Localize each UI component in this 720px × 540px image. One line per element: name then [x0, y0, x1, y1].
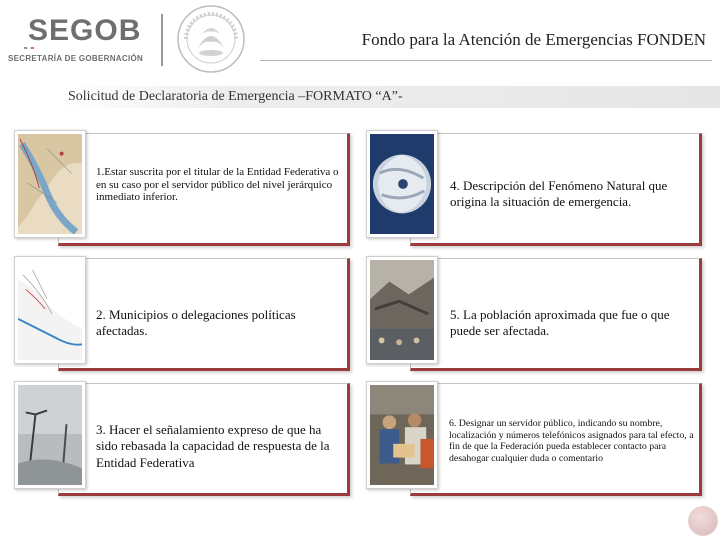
requirement-card-4 — [410, 133, 702, 246]
subtitle: Solicitud de Declaratoria de Emergencia –FORMATO “A”- — [68, 89, 403, 104]
requirement-text-5: 5. La población aproximada que fue o que puede ser afectada. — [450, 307, 670, 339]
aid-workers-icon — [366, 381, 438, 489]
municipal-map-icon — [14, 256, 86, 364]
requirement-card-3 — [58, 383, 350, 496]
header-divider — [161, 14, 163, 66]
requirement-text-2: 2. Municipios o delegaciones políticas afectadas. — [96, 307, 296, 339]
requirement-text-6: 6. Designar un servidor público, indicando su nombre, localización y números telefónicos asignados para tal efecto, a fin de que la Federación pueda establecer contacto para desahogar cualquier duda o comentario — [449, 418, 694, 464]
nav-button[interactable] — [688, 506, 718, 536]
requirement-card-2 — [58, 258, 350, 371]
logo-subtitle: SECRETARÍA DE GOBERNACIÓN — [8, 54, 144, 63]
flag-stripe-icon — [24, 46, 34, 50]
requirement-text-3: 3. Hacer el señalamiento expreso de que ha sido rebasada la capacidad de respuesta de la Entidad Federativa — [96, 422, 330, 470]
header-rule — [260, 60, 712, 61]
storm-scene-icon — [14, 381, 86, 489]
hurricane-satellite-icon — [366, 130, 438, 238]
state-map-icon — [14, 130, 86, 238]
requirement-text-4: 4. Descripción del Fenómeno Natural que origina la situación de emergencia. — [450, 178, 668, 210]
requirement-card-5 — [410, 258, 702, 371]
logo-word: SEGOB — [28, 14, 142, 47]
mexican-seal-icon — [176, 4, 246, 74]
requirement-card-1 — [58, 133, 350, 246]
segob-logo — [8, 14, 158, 66]
page-title: Fondo para la Atención de Emergencias FONDEN — [361, 30, 706, 49]
header — [0, 0, 720, 80]
subtitle-bar — [60, 86, 720, 108]
collapsed-building-icon — [366, 256, 438, 364]
requirement-card-6 — [410, 383, 702, 496]
requirement-text-1: 1.Estar suscrita por el titular de la Entidad Federativa o en su caso por el servidor público del nivel jerárquico inmediato inferior. — [96, 166, 339, 204]
